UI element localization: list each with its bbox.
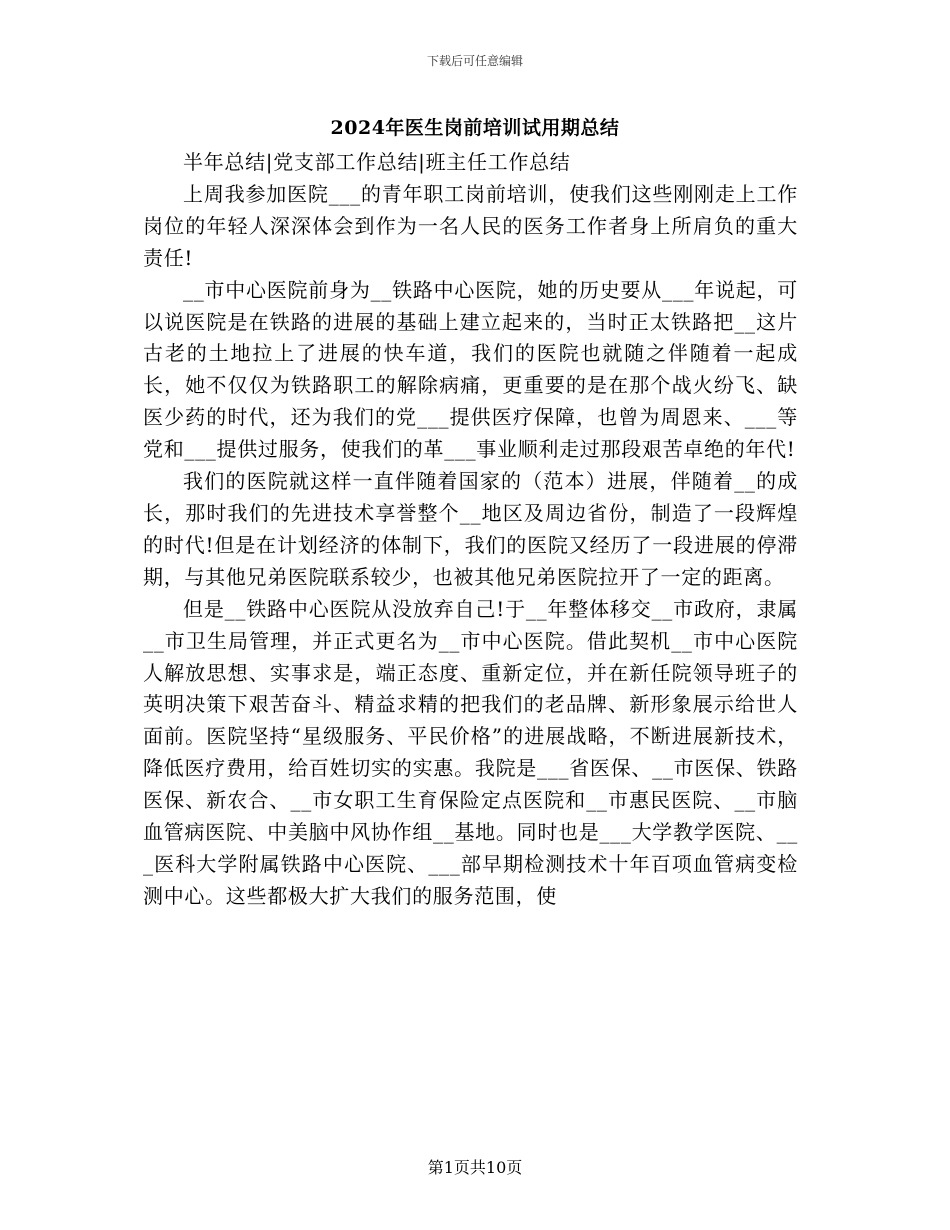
document-body [143,147,798,913]
paragraph: __市中心医院前身为__铁路中心医院，她的历史要从___年说起，可以说医院是在铁路的进展的基础上建立起来的，当时正太铁路把__这片古老的土地拉上了进展的快车道，我们的医院也就随之伴随着一起成长，她不仅仅为铁路职工的解除病痛，更重要的是在那个战火纷飞、缺医少药的时代，还为我们的党___提供医疗保障，也曾为周恩来、___等党和___提供过服务，使我们的革___事业顺利走过那段艰苦卓绝的年代! [143,277,798,462]
page-header-note: 下载后可任意编辑 [426,54,523,68]
paragraph: 但是__铁路中心医院从没放弃自己!于__年整体移交__市政府，隶属__市卫生局管理，并正式更名为__市中心医院。借此契机__市中心医院人解放思想、实事求是，端正态度、重新定位，并在新任院领导班子的英明决策下艰苦奋斗、精益求精的把我们的老品牌、新形象展示给世人面前。医院坚持“星级服务、平民价格”的进展战略，不断进展新技术，降低医疗费用，给百姓切实的实惠。我院是___省医保、__市医保、铁路医保、新农合、__市女职工生育保险定点医院和__市惠民医院、__市脑血管病医院、中美脑中风协作组__基地。同时也是___大学教学医院、___医科大学附属铁路中心医院、___部早期检测技术十年百项血管病变检测中心。这些都极大扩大我们的服务范围，使 [143,596,798,908]
page-indicator: 第1页共10页 [427,1158,523,1177]
paragraph: 上周我参加医院___的青年职工岗前培训，使我们这些刚刚走上工作岗位的年轻人深深体会到作为一名人民的医务工作者身上所肩负的重大责任! [143,181,798,270]
paragraph: 我们的医院就这样一直伴随着国家的（范本）进展，伴随着__的成长，那时我们的先进技术享誉整个__地区及周边省份，制造了一段辉煌的时代!但是在计划经济的体制下，我们的医院又经历了一段进展的停滞期，与其他兄弟医院联系较少，也被其他兄弟医院拉开了一定的距离。 [143,469,798,589]
document-title: 2024年医生岗前培训试用期总结 [330,117,620,139]
paragraph-categories: 半年总结|党支部工作总结|班主任工作总结 [183,150,571,174]
